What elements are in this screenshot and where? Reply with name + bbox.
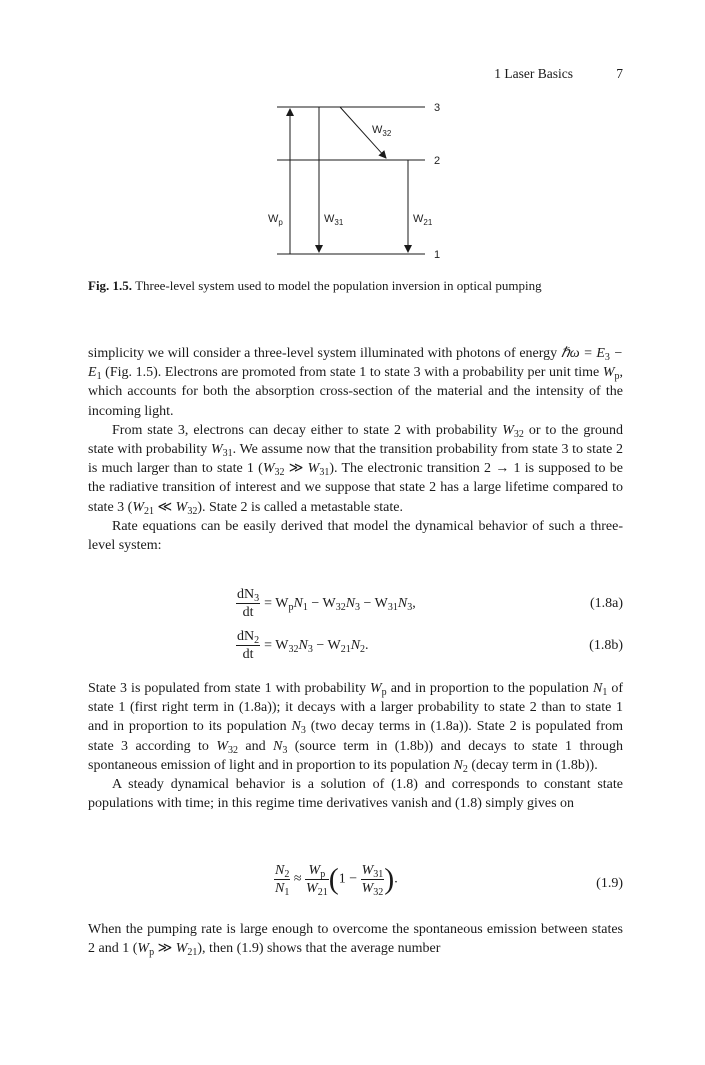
- paragraph-5: A steady dynamical behavior is a solution of (1.8) and corresponds to constant state populations with time; in this regime time derivatives vanish and (1.8) simply gives on: [88, 777, 623, 812]
- equation-1-8b: [88, 628, 623, 666]
- level-2-label: 2: [434, 155, 441, 167]
- paragraph-1: simplicity we will consider a three-level system illuminated with photons of energy ℏω = $E_3 - E_1$ (Fig. 1.5). Electrons are promoted from state 1 to state 3 with a probability per unit time $W_p$, which accounts for both the absorption cross-section of the material and the intensity of the incoming light.: [88, 346, 624, 419]
- w31-label: $W_{31}$: [324, 213, 344, 227]
- paragraph-4: State 3 is populated from state 1 with probability $W_p$ and in proportion to the population $N_1$ of state 1 (first right term in (1.8a)); it decays with a larger probability to state 2 than to state 1 and in proportion to its population $N_3$ (two decay terms in (1.8a)). State 2 is populated from state 3 according to $W_{32}$ and $N_3$ (source term in (1.8b)) and decays to state 1 through spontaneous emission of light and in proportion to its population $N_2$ (decay term in (1.8b)).: [88, 681, 624, 775]
- energy-level-diagram: [265, 96, 455, 266]
- w32-label: $W_{32}$: [372, 124, 392, 138]
- eq-label-1-8b: (1.8b): [589, 638, 623, 653]
- figure-caption: [88, 277, 623, 294]
- caption-text: Three-level system used to model the population inversion in optical pumping: [135, 278, 542, 293]
- page-number: 7: [616, 66, 623, 81]
- body-text-top: [88, 344, 623, 555]
- eq-label-1-8a: (1.8a): [589, 596, 623, 611]
- paragraph-6: When the pumping rate is large enough to overcome the spontaneous emission between states 2 and 1 ($W_p$ ≫ $W_{21}$), then (1.9) shows that the average number: [88, 922, 623, 959]
- eq2-rhs: = $W_{32}N_3 - W_{21}N_2$.: [264, 637, 369, 655]
- paragraph-3: Rate equations can be easily derived that model the dynamical behavior of such a three-level system:: [88, 518, 623, 554]
- eq3-wp-fraction: $\frac{W_p}{W_{21}}$: [306, 863, 328, 898]
- equation-1-9: [88, 862, 623, 912]
- level-3-label: 3: [434, 102, 441, 114]
- eq1-rhs: = $W_pN_1 - W_{32}N_3 - W_{31}N_3$,: [264, 595, 416, 613]
- caption-label: Fig. 1.5.: [88, 278, 133, 293]
- level-1-label: 1: [434, 249, 441, 261]
- eq-label-1-9: (1.9): [596, 876, 623, 891]
- rate-equations: [88, 586, 623, 670]
- eq2-fraction: $\frac{dN_2}{dt}$: [237, 629, 260, 662]
- body-text-middle: [88, 679, 623, 813]
- paragraph-2: From state 3, electrons can decay either to state 2 with probability $W_{32}$ or to the ground state with probability $W_{31}$. We assume now that the transition probability from state 3 to state 2 is much larger than to state 1 ($W_{32}$ ≫ $W_{31}$). The electronic transition 2 → 1 is supposed to be the radiative transition of interest and we suppose that state 2 has a large lifetime compared to state 3 ($W_{21}$ ≪ $W_{32}$). State 2 is called a metastable state.: [88, 422, 624, 517]
- right-paren: ): [384, 862, 395, 896]
- running-title: 1 Laser Basics: [494, 66, 573, 81]
- equation-1-8a: [88, 586, 623, 624]
- steady-state-equation: [88, 862, 623, 912]
- left-paren: (: [328, 862, 339, 896]
- body-text-bottom: [88, 920, 623, 958]
- wp-label: $W_p$: [268, 213, 283, 227]
- eq1-fraction: $\frac{dN_3}{dt}$: [237, 587, 260, 620]
- running-head: [88, 66, 623, 84]
- eq3-period: .: [394, 871, 398, 887]
- approx-sign: ≈: [293, 871, 302, 887]
- one-minus: 1 −: [338, 871, 358, 887]
- eq3-lhs-fraction: $\frac{N_2}{N_1}$: [275, 863, 290, 898]
- w21-label: $W_{21}$: [413, 213, 433, 227]
- eq3-ratio-fraction: $\frac{W_{31}}{W_{32}}$: [361, 863, 384, 898]
